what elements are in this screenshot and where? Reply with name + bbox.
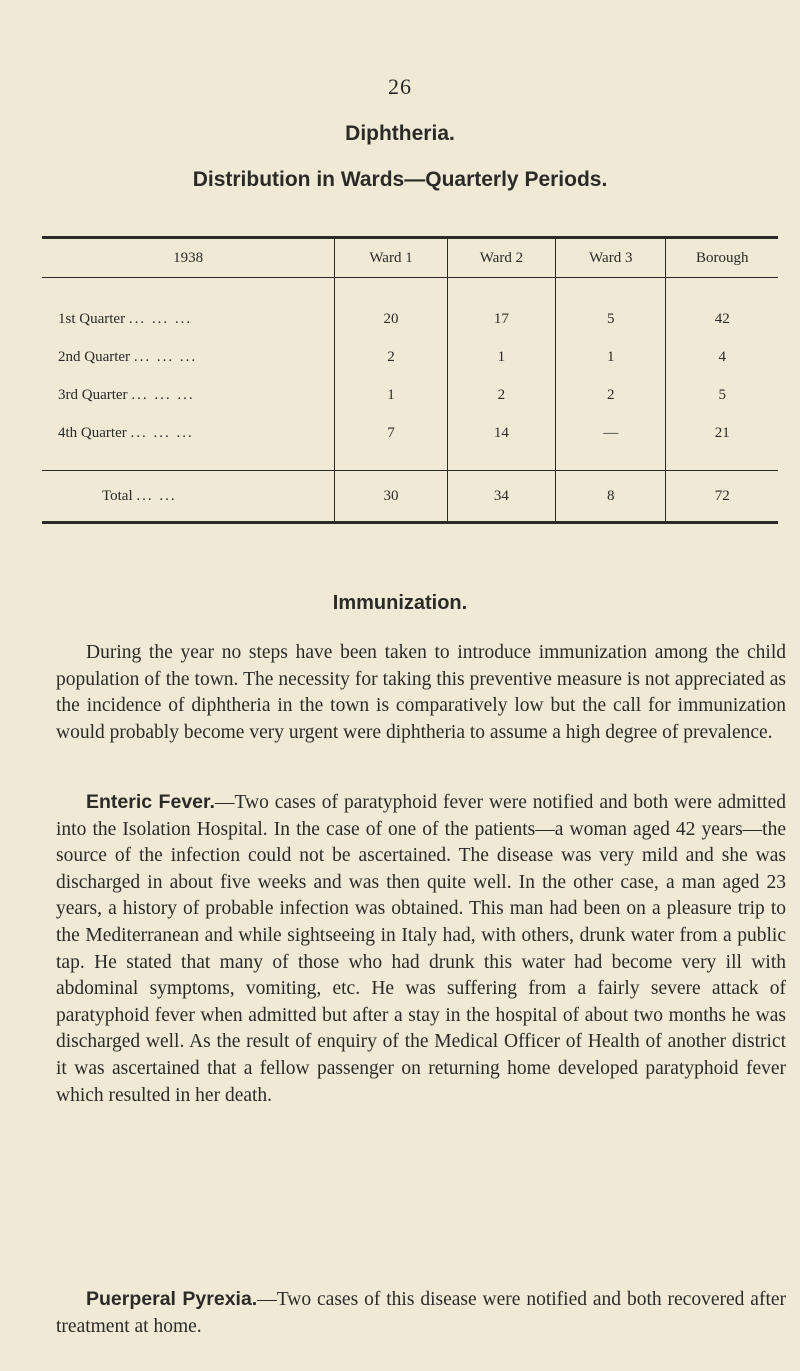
page-subtitle: Distribution in Wards—Quarterly Periods. (192, 168, 608, 191)
page-title: Diphtheria. (345, 122, 455, 145)
immunization-paragraph: During the year no steps have been taken to introduce immunization among the child population of the town. The necessity for taking this preventive measure is not appreciated as the incidence of diphtheria in the town is comparatively low but the call for immunization would probably become very urgent were diphtheria to assume a high degree of prevalence. (56, 642, 786, 743)
dot-leader: ... ... ... (133, 348, 198, 365)
immunization-heading: Immunization. (332, 592, 468, 614)
table-cell: 14 (447, 414, 555, 452)
header-borough: Borough (666, 238, 778, 278)
header-ward-1: Ward 1 (335, 238, 447, 278)
table-cell: 4 (666, 338, 778, 376)
table-spacer (42, 278, 778, 301)
table-cell: 21 (666, 414, 778, 452)
table-row (42, 300, 778, 338)
table-cell: 2 (556, 376, 666, 414)
dot-leader: ... ... (136, 487, 177, 504)
total-label (42, 471, 335, 523)
puerperal-pyrexia-paragraph (56, 1286, 786, 1340)
header-ward-3: Ward 3 (556, 238, 666, 278)
puerperal-pyrexia-lead: Puerperal Pyrexia. (86, 1288, 258, 1310)
table-row (42, 376, 778, 414)
table-cell: 2 (335, 338, 447, 376)
table-cell: 1 (556, 338, 666, 376)
dot-leader: ... ... ... (130, 424, 194, 441)
distribution-table-container (42, 236, 778, 524)
total-cell: 30 (335, 471, 447, 523)
row-label (42, 338, 335, 376)
table-cell: 20 (335, 300, 447, 338)
enteric-fever-text: —Two cases of paratyphoid fever were notified and both were admitted into the Isolation Hospital. In the case of one of the patients—a woman aged 42 years—the source of the infection could not be ascertained. The disease was very mild and she was discharged in about five weeks and was then quite well. In the other case, a man aged 23 years, a history of probable infection was obtained. This man had been on a pleasure trip to the Mediterranean and while sightseeing in Italy had, with others, drunk water from a public tap. He stated that many of those who had drunk this water had become very ill with abdominal symptoms, vomiting, etc. He was suffering from a fairly severe attack of paratyphoid fever when admitted but after a stay in the hospital of about two months he was discharged well. As the result of enquiry of the Medical Officer of Health of another district it was ascertained that a fellow passenger on returning home developed paratyphoid fever which resulted in her death. (56, 792, 787, 1106)
row-label-text: 2nd Quarter (58, 348, 131, 365)
row-label-text: 3rd Quarter (58, 386, 128, 403)
dot-leader: ... ... ... (131, 386, 195, 403)
puerperal-pyrexia-text: —Two cases of this disease were notified and both recovered after treatment at home. (56, 1289, 787, 1337)
table-cell: 1 (335, 376, 447, 414)
table-cell: 42 (666, 300, 778, 338)
header-ward-2: Ward 2 (447, 238, 555, 278)
table-cell: 2 (447, 376, 555, 414)
table-cell: 17 (447, 300, 555, 338)
table-spacer (42, 452, 778, 471)
row-label (42, 300, 335, 338)
enteric-fever-lead: Enteric Fever. (86, 791, 215, 813)
table-cell: 5 (556, 300, 666, 338)
table-row (42, 414, 778, 452)
table-cell: — (556, 414, 666, 452)
table-cell: 7 (335, 414, 447, 452)
dot-leader: ... ... ... (128, 310, 193, 327)
total-cell: 8 (556, 471, 666, 523)
distribution-table (42, 236, 778, 524)
enteric-fever-paragraph (56, 789, 786, 1109)
row-label (42, 414, 335, 452)
table-row (42, 338, 778, 376)
table-cell: 1 (447, 338, 555, 376)
header-year: 1938 (42, 238, 335, 278)
row-label (42, 376, 335, 414)
row-label-text: 4th Quarter (58, 424, 127, 441)
table-cell: 5 (666, 376, 778, 414)
page-number: 26 (388, 74, 412, 99)
total-label-text: Total (102, 487, 133, 504)
table-total-row (42, 471, 778, 523)
total-cell: 34 (447, 471, 555, 523)
row-label-text: 1st Quarter (58, 310, 126, 327)
total-cell: 72 (666, 471, 778, 523)
table-header-row (42, 238, 778, 278)
